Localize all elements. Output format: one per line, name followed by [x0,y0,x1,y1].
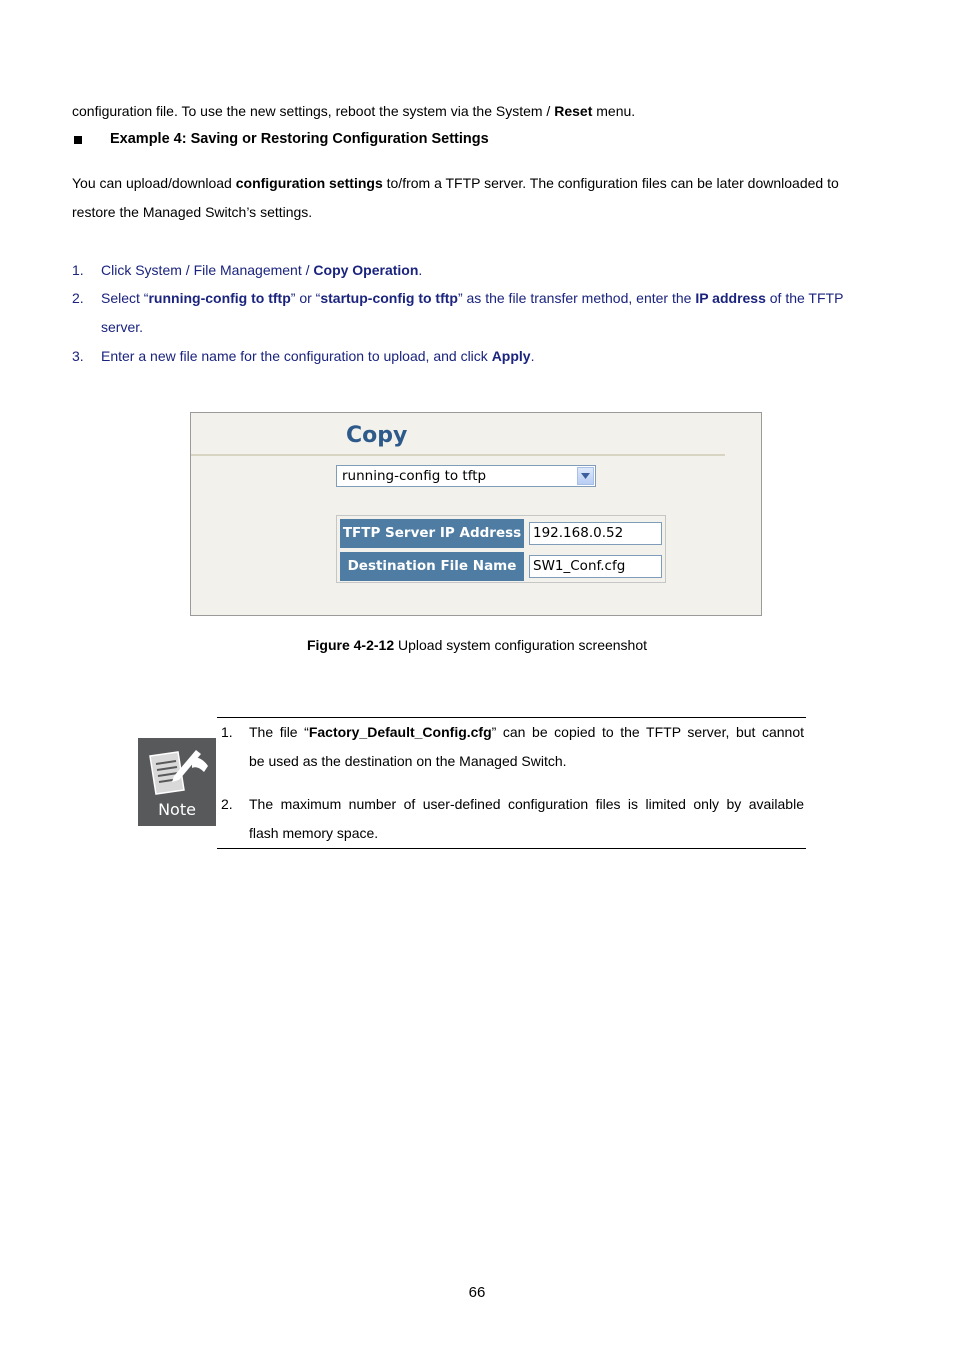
step-3-text: Enter a new file name for the configuration to upload, and click Apply. [101,348,535,364]
body-paragraph-line2: restore the Managed Switch’s settings. [72,204,313,220]
chevron-down-icon[interactable] [577,467,594,485]
figure-caption: Figure 4-2-12 Upload system configuration screenshot [306,637,648,653]
note-top-rule [217,717,806,718]
step-number: 3. [72,348,84,364]
copy-screenshot-panel [190,412,762,616]
note-item-2-line2: flash memory space. [249,825,379,841]
copy-method-select[interactable] [336,465,596,487]
page-number: 66 [468,1284,486,1301]
note-item-number: 2. [221,796,233,812]
note-item-2-line1: The maximum number of user-defined configuration files is limited only by available [249,796,804,812]
step-number: 1. [72,262,84,278]
note-icon [138,738,216,826]
step-2-text: Select “running-config to tftp” or “startup-config to tftp” as the file transfer method, enter the IP address of the TFTP [101,290,844,306]
note-item-1-line1: The file “Factory_Default_Config.cfg” can be copied to the TFTP server, but cannot [249,724,805,740]
note-item-1-line2: be used as the destination on the Managed Switch. [249,753,567,769]
note-item-number: 1. [221,724,233,740]
destination-file-name-label: Destination File Name [340,552,524,581]
intro-text: configuration file. To use the new settings, reboot the system via the System / Reset menu. [72,103,636,119]
step-number: 2. [72,290,84,306]
example-heading: Example 4: Saving or Restoring Configuration Settings [110,131,489,147]
title-divider [191,454,725,456]
tftp-server-ip-input[interactable]: 192.168.0.52 [529,522,662,545]
panel-title: Copy [346,423,408,448]
square-bullet-icon [74,136,82,144]
body-paragraph-line1: You can upload/download configuration settings to/from a TFTP server. The configuration files can be later downloaded to [72,175,839,191]
form-row-tftp-server [340,519,662,548]
step-1-text: Click System / File Management / Copy Operation. [101,262,423,278]
copy-method-value: running-config to tftp [342,468,487,484]
form-row-destination-file [340,552,662,581]
tftp-server-ip-label: TFTP Server IP Address [340,519,524,548]
destination-file-name-input[interactable]: SW1_Conf.cfg [529,555,662,578]
tftp-form-table [336,515,666,583]
note-icon-label: Note [158,800,196,819]
note-bottom-rule [217,848,806,849]
step-2-continuation: server. [101,319,144,335]
